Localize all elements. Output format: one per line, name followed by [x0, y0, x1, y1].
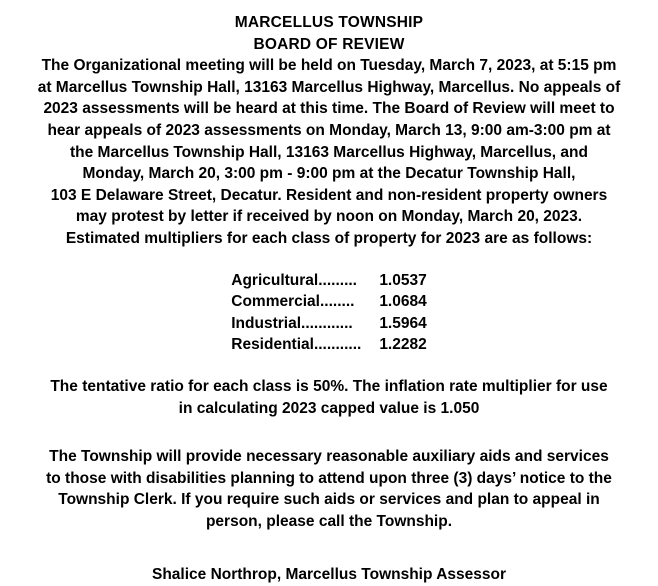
- multiplier-value-residential: 1.2282: [379, 336, 427, 354]
- tentative-ratio-paragraph: [22, 376, 636, 419]
- multiplier-row: [231, 270, 426, 292]
- multiplier-value-commercial: 1.0684: [379, 293, 427, 311]
- notice-line: Township Clerk. If you require such aids or services and plan to appeal in: [58, 491, 600, 509]
- notice-title: [22, 12, 636, 55]
- multiplier-label-industrial: Industrial............: [231, 314, 353, 332]
- notice-line: in calculating 2023 capped value is 1.050: [178, 399, 480, 417]
- title-line-board: BOARD OF REVIEW: [253, 35, 405, 53]
- notice-line: The Township will provide necessary reasonable auxiliary aids and services: [49, 448, 609, 466]
- multiplier-table: [231, 270, 426, 356]
- multiplier-label-commercial: Commercial........: [231, 293, 355, 311]
- multiplier-row: [231, 334, 426, 356]
- notice-line: at Marcellus Township Hall, 13163 Marcellus Highway, Marcellus. No appeals of: [37, 78, 621, 96]
- multiplier-row: [231, 291, 426, 313]
- notice-line: 2023 assessments will be heard at this time. The Board of Review will meet to: [43, 100, 615, 118]
- multiplier-label-agricultural: Agricultural.........: [231, 271, 357, 289]
- notice-line: to those with disabilities planning to attend upon three (3) days’ notice to the: [46, 469, 612, 487]
- multiplier-label-residential: Residential...........: [231, 336, 362, 354]
- assessor-signature: Shalice Northrop, Marcellus Township Assessor: [151, 566, 506, 584]
- meeting-paragraph: [22, 55, 636, 249]
- notice-line: The tentative ratio for each class is 50%. The inflation rate multiplier for use: [50, 377, 608, 395]
- notice-line: The Organizational meeting will be held on Tuesday, March 7, 2023, at 5:15 pm: [41, 57, 617, 75]
- notice-line: the Marcellus Township Hall, 13163 Marcellus Highway, Marcellus, and: [70, 143, 588, 161]
- notice-line: 103 E Delaware Street, Decatur. Resident and non-resident property owners: [50, 186, 608, 204]
- multiplier-value-industrial: 1.5964: [379, 314, 427, 332]
- notice-line: hear appeals of 2023 assessments on Monday, March 13, 9:00 am-3:00 pm at: [47, 121, 611, 139]
- notice-line: may protest by letter if received by noon on Monday, March 20, 2023.: [75, 208, 583, 226]
- multiplier-value-agricultural: 1.0537: [379, 271, 427, 289]
- notice-line: Estimated multipliers for each class of property for 2023 are as follows:: [65, 229, 593, 247]
- notice-line: person, please call the Township.: [205, 512, 453, 530]
- accessibility-paragraph: [22, 446, 636, 532]
- notice-line: Monday, March 20, 3:00 pm - 9:00 pm at the Decatur Township Hall,: [82, 165, 576, 183]
- multiplier-row: [231, 313, 426, 335]
- title-line-township: MARCELLUS TOWNSHIP: [234, 14, 424, 31]
